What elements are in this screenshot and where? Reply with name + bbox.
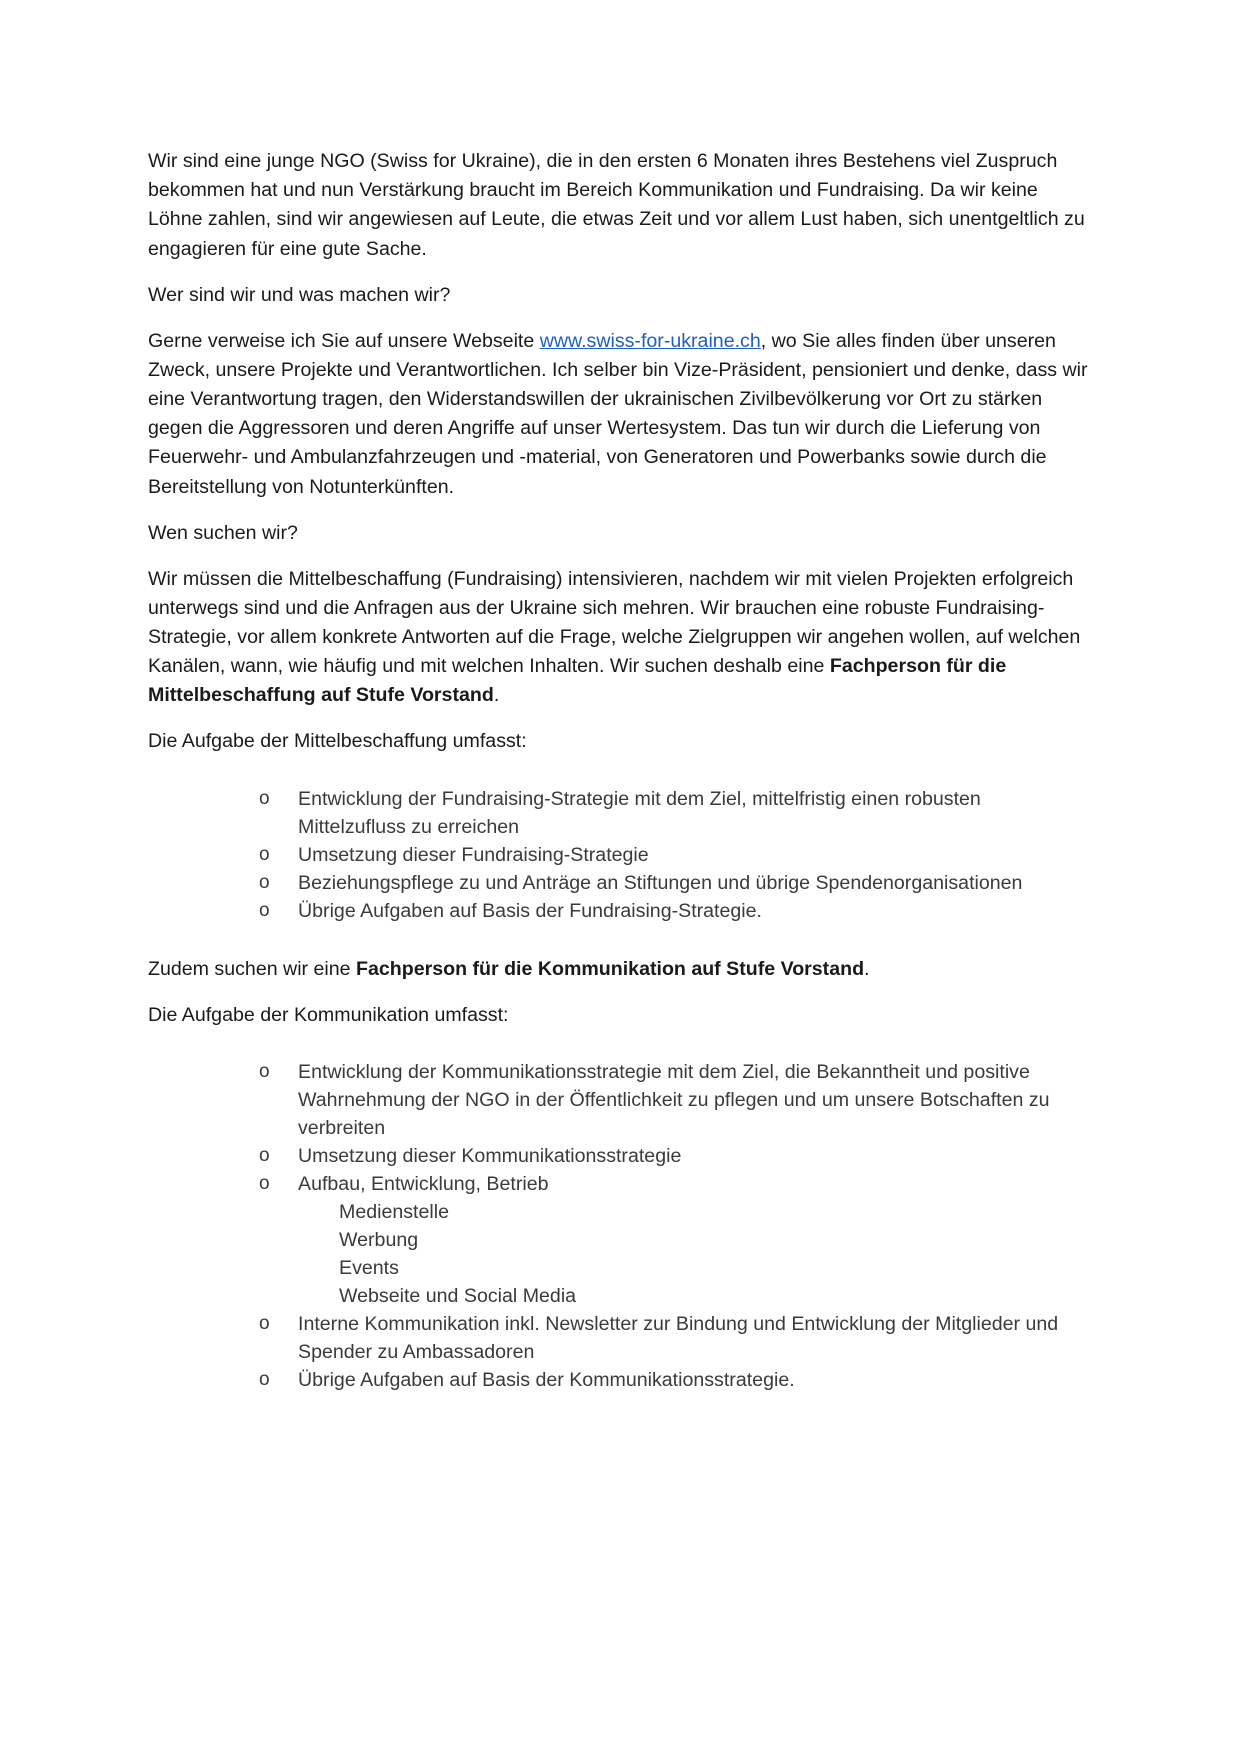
sub-list [298, 1198, 1094, 1310]
heading-whom-we-seek: Wen suchen wir? [148, 521, 298, 544]
list-item [259, 869, 1094, 897]
bullet-icon: o [259, 1144, 270, 1166]
fundraising-role-bold: Fachperson für die Mittelbeschaffung auf Stufe Vorstand [148, 655, 1007, 707]
list-item-text: Aufbau, Entwicklung, Betrieb [298, 1172, 549, 1195]
list-item [259, 1310, 1094, 1366]
bullet-icon: o [259, 899, 270, 921]
bullet-icon: o [259, 1312, 270, 1334]
list-item-text: Umsetzung dieser Kommunikationsstrategie [298, 1144, 682, 1167]
list-item [259, 785, 1094, 841]
sub-list-item: Medienstelle [339, 1200, 450, 1223]
sub-list-item: Events [339, 1256, 399, 1279]
intro-paragraph: Wir sind eine junge NGO (Swiss for Ukraine), die in den ersten 6 Monaten ihres Bestehens viel Zuspruch bekommen hat und nun Verstärkung braucht im Bereich Kommunikation und Fundraising. Da wir keine Löhne zahlen, sind wir angewiesen auf Leute, die etwas Zeit und vor allem Lust haben, sich unentgeltlich zu engagieren für eine gute Sache. [148, 150, 1085, 260]
document-body [148, 147, 1094, 1394]
list-item-text: Umsetzung dieser Fundraising-Strategie [298, 843, 649, 866]
bullet-icon: o [259, 1368, 270, 1390]
website-paragraph [148, 327, 1094, 502]
website-text-before: Gerne verweise ich Sie auf unsere Webseite [148, 329, 540, 352]
list-item-text: Entwicklung der Kommunikationsstrategie mit dem Ziel, die Bekanntheit und positive Wahrnehmung der NGO in der Öffentlichkeit zu pflegen und um unsere Botschaften zu verbreiten [298, 1060, 1050, 1139]
list-item [259, 897, 1094, 925]
communication-period: . [864, 957, 870, 980]
bullet-icon: o [259, 843, 270, 865]
bullet-icon: o [259, 1172, 270, 1194]
fundraising-period: . [493, 684, 500, 707]
list-item [259, 1170, 1094, 1310]
list-item [259, 1366, 1094, 1394]
bullet-icon: o [259, 1060, 270, 1082]
list-item-text: Übrige Aufgaben auf Basis der Fundraising-Strategie. [298, 899, 762, 922]
list-item [259, 1058, 1094, 1142]
website-text-after: , wo Sie alles finden über unseren Zweck, unsere Projekte und Verantwortlichen. Ich selber bin Vize-Präsident, pensioniert und denke, dass wir eine Verantwortung tragen, den Widerstandswillen der ukrainischen Zivilbevölkerung vor Ort zu stärken gegen die Aggressoren und deren Angriffe auf unser Wertesystem. Das tun wir durch die Lieferung von Feuerwehr- und Ambulanzfahrzeugen und -material, von Generatoren und Powerbanks sowie durch die Bereitstellung von Notunterkünften. [148, 329, 1088, 498]
website-link[interactable]: www.swiss-for-ukraine.ch [539, 329, 761, 352]
heading-who-are-we: Wer sind wir und was machen wir? [148, 283, 451, 306]
sub-list-item: Webseite und Social Media [339, 1284, 577, 1307]
list-item-text: Übrige Aufgaben auf Basis der Kommunikationsstrategie. [298, 1368, 795, 1391]
list-item [259, 1142, 1094, 1170]
fundraising-paragraph [148, 565, 1094, 711]
communication-task-list [148, 1058, 1094, 1394]
list-item-text: Entwicklung der Fundraising-Strategie mit dem Ziel, mittelfristig einen robusten Mittelzufluss zu erreichen [298, 787, 981, 838]
fundraising-text: Wir müssen die Mittelbeschaffung (Fundraising) intensivieren, nachdem wir mit vielen Projekten erfolgreich unterwegs sind und die Anfragen aus der Ukraine sich mehren. Wir brauchen eine robuste Fundraising-Strategie, vor allem konkrete Antworten auf die Frage, welche Zielgruppen wir angehen wollen, auf welchen Kanälen, wann, wie häufig und mit welchen Inhalten. Wir suchen deshalb eine [148, 567, 1081, 678]
communication-text: Zudem suchen wir eine [148, 957, 357, 980]
list-item [259, 841, 1094, 869]
sub-list-item: Werbung [339, 1228, 419, 1251]
bullet-icon: o [259, 871, 270, 893]
list-item-text: Beziehungspflege zu und Anträge an Stiftungen und übrige Spendenorganisationen [298, 871, 1023, 894]
list-item-text: Interne Kommunikation inkl. Newsletter zur Bindung und Entwicklung der Mitglieder und Spender zu Ambassadoren [298, 1312, 1059, 1363]
fundraising-intro: Die Aufgabe der Mittelbeschaffung umfasst: [148, 730, 527, 753]
communication-intro: Die Aufgabe der Kommunikation umfasst: [148, 1003, 509, 1026]
communication-paragraph [148, 955, 1094, 984]
bullet-icon: o [259, 787, 270, 809]
communication-role-bold: Fachperson für die Kommunikation auf Stufe Vorstand [356, 957, 865, 980]
fundraising-task-list [148, 785, 1094, 925]
